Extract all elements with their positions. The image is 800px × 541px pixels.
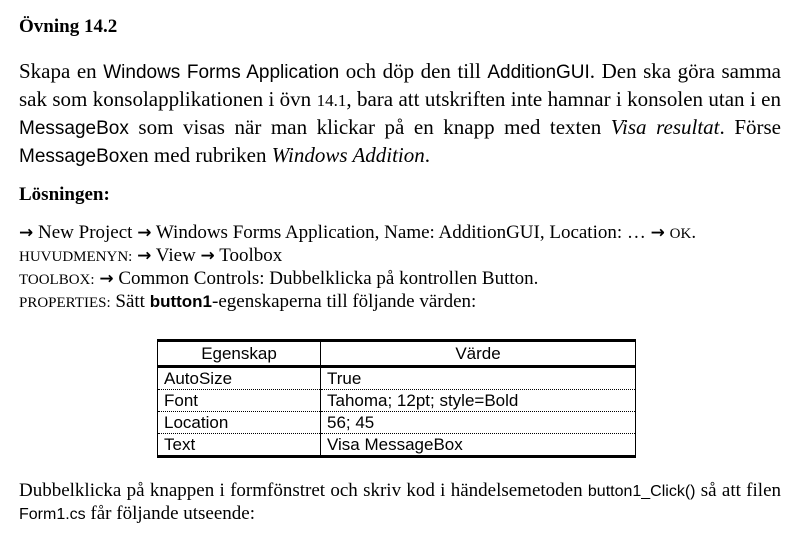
step-code-term: button1 bbox=[149, 292, 213, 311]
step-text: -egenskaperna till följande värden: bbox=[212, 291, 477, 312]
table-header-cell: Egenskap bbox=[158, 341, 321, 367]
step-label: PROPERTIES: bbox=[19, 295, 111, 311]
footer-paragraph bbox=[19, 480, 781, 526]
footer-text: Dubbelklicka på knappen i formfönstret och skriv kod i händelsemetoden bbox=[19, 480, 588, 501]
table-row bbox=[158, 390, 636, 412]
table-row bbox=[158, 367, 636, 390]
footer-text: får följande utseende: bbox=[85, 503, 256, 524]
step-text: . bbox=[691, 222, 697, 243]
step-text: New Project bbox=[38, 222, 133, 243]
solution-step-1 bbox=[19, 222, 696, 245]
property-name-cell: Text bbox=[158, 434, 321, 457]
step-text: View bbox=[155, 245, 196, 266]
property-value-cell: 56; 45 bbox=[321, 412, 636, 434]
task-text: som visas när man klickar på en knapp med texten bbox=[128, 115, 611, 139]
task-paragraph bbox=[19, 58, 781, 170]
property-value-cell: Visa MessageBox bbox=[327, 434, 463, 454]
task-text: en med rubriken bbox=[128, 143, 272, 167]
footer-text: så att filen bbox=[695, 480, 781, 501]
solution-heading: Lösningen: bbox=[19, 184, 110, 205]
task-text: Skapa en bbox=[19, 59, 104, 83]
table-row bbox=[158, 412, 636, 434]
step-text: OK bbox=[669, 226, 692, 242]
property-value-cell: Tahoma; 12pt; style=Bold bbox=[321, 390, 636, 412]
step-text: Sätt bbox=[110, 291, 150, 312]
arrow-right-icon: → bbox=[19, 223, 34, 243]
step-text: Common Controls: Dubbelklicka på kontrollen Button. bbox=[118, 268, 539, 289]
task-code-term: AdditionGUI bbox=[487, 62, 590, 83]
property-name-cell: AutoSize bbox=[158, 367, 321, 390]
task-text: . Den ska göra samma sak som konsolapplikationen i övn bbox=[19, 59, 781, 111]
task-italic-term: Visa resultat bbox=[610, 115, 720, 139]
solution-step-2 bbox=[19, 245, 282, 268]
task-italic-term: Windows Addition bbox=[271, 143, 425, 167]
step-label: TOOLBOX: bbox=[19, 272, 95, 288]
arrow-right-icon: → bbox=[650, 223, 665, 243]
step-text: Windows Forms Application, Name: AdditionGUI, Location: … bbox=[155, 222, 646, 243]
task-code-term: MessageBox bbox=[19, 118, 129, 139]
table-row bbox=[158, 434, 636, 457]
properties-table bbox=[157, 339, 636, 458]
solution-step-3 bbox=[19, 268, 538, 291]
task-exercise-ref: 14.1 bbox=[316, 91, 347, 110]
table-header-cell: Värde bbox=[321, 341, 636, 367]
arrow-right-icon: → bbox=[137, 223, 152, 243]
footer-code-term: button1_Click() bbox=[587, 483, 696, 500]
task-text: , bara att utskriften inte hamnar i konsolen utan i en bbox=[346, 87, 781, 111]
arrow-right-icon: → bbox=[99, 269, 114, 289]
task-text: . bbox=[424, 143, 431, 167]
task-text: . Förse bbox=[719, 115, 781, 139]
task-code-term: MessageBox bbox=[19, 146, 129, 167]
step-label: HUVUDMENYN: bbox=[19, 249, 133, 265]
arrow-right-icon: → bbox=[137, 246, 152, 266]
property-value-cell: True bbox=[321, 367, 636, 390]
property-name-cell: Location bbox=[158, 412, 321, 434]
arrow-right-icon: → bbox=[200, 246, 215, 266]
footer-code-term: Form1.cs bbox=[19, 506, 86, 523]
property-name-cell: Font bbox=[158, 390, 321, 412]
task-code-term: Windows Forms Application bbox=[103, 62, 340, 83]
solution-step-4 bbox=[19, 291, 476, 314]
table-header-row bbox=[158, 341, 636, 367]
exercise-title: Övning 14.2 bbox=[19, 16, 118, 37]
step-text: Toolbox bbox=[219, 245, 283, 266]
task-text: och döp den till bbox=[339, 59, 488, 83]
